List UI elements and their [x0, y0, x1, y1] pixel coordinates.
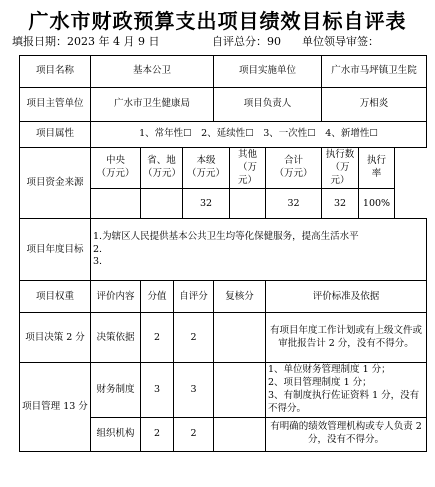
funding-col-central: 中央 （万元） — [91, 148, 141, 189]
funding-value-province — [141, 189, 183, 219]
finance-review-score — [214, 363, 266, 417]
row-attribute — [20, 122, 427, 148]
funding-col-other: 其他 （万元） — [230, 148, 266, 189]
supervisor-label: 项目主管单位 — [20, 88, 91, 122]
supervisor-value: 广水市卫生健康局 — [91, 88, 214, 122]
finance-score: 3 — [141, 363, 174, 417]
funding-value-local: 32 — [183, 189, 230, 219]
score-col-header: 分值 — [141, 281, 174, 313]
decision-criteria: 有项目年度工作计划或有上级文件或审批报告计 2 分，没有不得分。 — [266, 313, 427, 363]
annual-goal-lines — [91, 219, 427, 281]
attribute-value: 1、常年性☐ 2、延续性☐ 3、一次性☐ 4、新增性☐ — [91, 122, 427, 148]
finance-content: 财务制度 — [91, 363, 141, 417]
annual-goal-label: 项目年度目标 — [20, 219, 91, 281]
funding-value-other — [230, 189, 266, 219]
self-score-col-header: 自评分 — [174, 281, 214, 313]
row-funding-header — [20, 148, 427, 189]
impl-unit-value: 广水市马坪镇卫生院 — [322, 56, 427, 88]
row-finance — [20, 363, 427, 417]
finance-criteria-2: 2、项目管理制度 1 分； — [268, 377, 372, 389]
funding-col-rate: 执行 率 — [359, 148, 395, 189]
decision-content: 决策依据 — [91, 313, 141, 363]
decision-score: 2 — [141, 313, 174, 363]
attribute-label: 项目属性 — [20, 122, 91, 148]
funding-label: 项目资金来源 — [20, 148, 91, 219]
decision-review-score — [214, 313, 266, 363]
leader-review: 单位领导审签： — [302, 35, 379, 48]
decision-self-score: 2 — [174, 313, 214, 363]
org-self-score: 2 — [174, 417, 214, 451]
project-name-label: 项目名称 — [20, 56, 91, 88]
impl-unit-label: 项目实施单位 — [214, 56, 322, 88]
org-criteria: 有明确的绩效管理机构或专人负责 2 分，没有不得分。 — [266, 417, 427, 451]
funding-col-province: 省、地 （万元） — [141, 148, 183, 189]
annual-goal-line-3: 3. — [93, 256, 103, 268]
row-decision — [20, 313, 427, 363]
review-score-col-header: 复核分 — [214, 281, 266, 313]
fill-date: 填报日期：2023 年 4 月 9 日 — [12, 35, 160, 48]
row-supervisor — [20, 88, 427, 122]
funding-col-executed: 执行数 （万元） — [322, 148, 359, 189]
row-project-name — [20, 56, 427, 88]
finance-self-score: 3 — [174, 363, 214, 417]
funding-value-total: 32 — [266, 189, 322, 219]
funding-value-executed: 32 — [322, 189, 359, 219]
finance-criteria-3: 3、有制度执行佐证资料 1 分，没有不得分。 — [268, 390, 420, 414]
page-title: 广水市财政预算支出项目绩效目标自评表 — [28, 9, 407, 33]
evaluation-form — [19, 55, 427, 452]
funding-col-total: 合计 （万元） — [266, 148, 322, 189]
total-score: 自评总分：90 — [212, 35, 281, 48]
project-name-value: 基本公卫 — [91, 56, 214, 88]
content-col-header: 评价内容 — [91, 281, 141, 313]
leader-value: 万相炎 — [322, 88, 427, 122]
row-annual-goal — [20, 219, 427, 281]
org-review-score — [214, 417, 266, 451]
leader-label: 项目负责人 — [214, 88, 322, 122]
funding-col-local: 本级 （万元） — [183, 148, 230, 189]
criteria-col-header: 评价标准及依据 — [266, 281, 427, 313]
funding-value-central — [91, 189, 141, 219]
finance-criteria — [266, 363, 427, 417]
finance-criteria-1: 1、单位财务管理制度 1 分； — [268, 364, 391, 376]
decision-weight: 项目决策 2 分 — [20, 313, 91, 363]
weight-col-header: 项目权重 — [20, 281, 91, 313]
annual-goal-line-2: 2. — [93, 243, 103, 255]
org-score: 2 — [141, 417, 174, 451]
org-content: 组织机构 — [91, 417, 141, 451]
funding-value-rate: 100% — [359, 189, 395, 219]
management-weight: 项目管理 13 分 — [20, 363, 91, 451]
row-weights-header — [20, 281, 427, 313]
annual-goal-line-1: 1.为辖区人民提供基本公共卫生均等化保健服务，提高生活水平 — [93, 230, 359, 242]
